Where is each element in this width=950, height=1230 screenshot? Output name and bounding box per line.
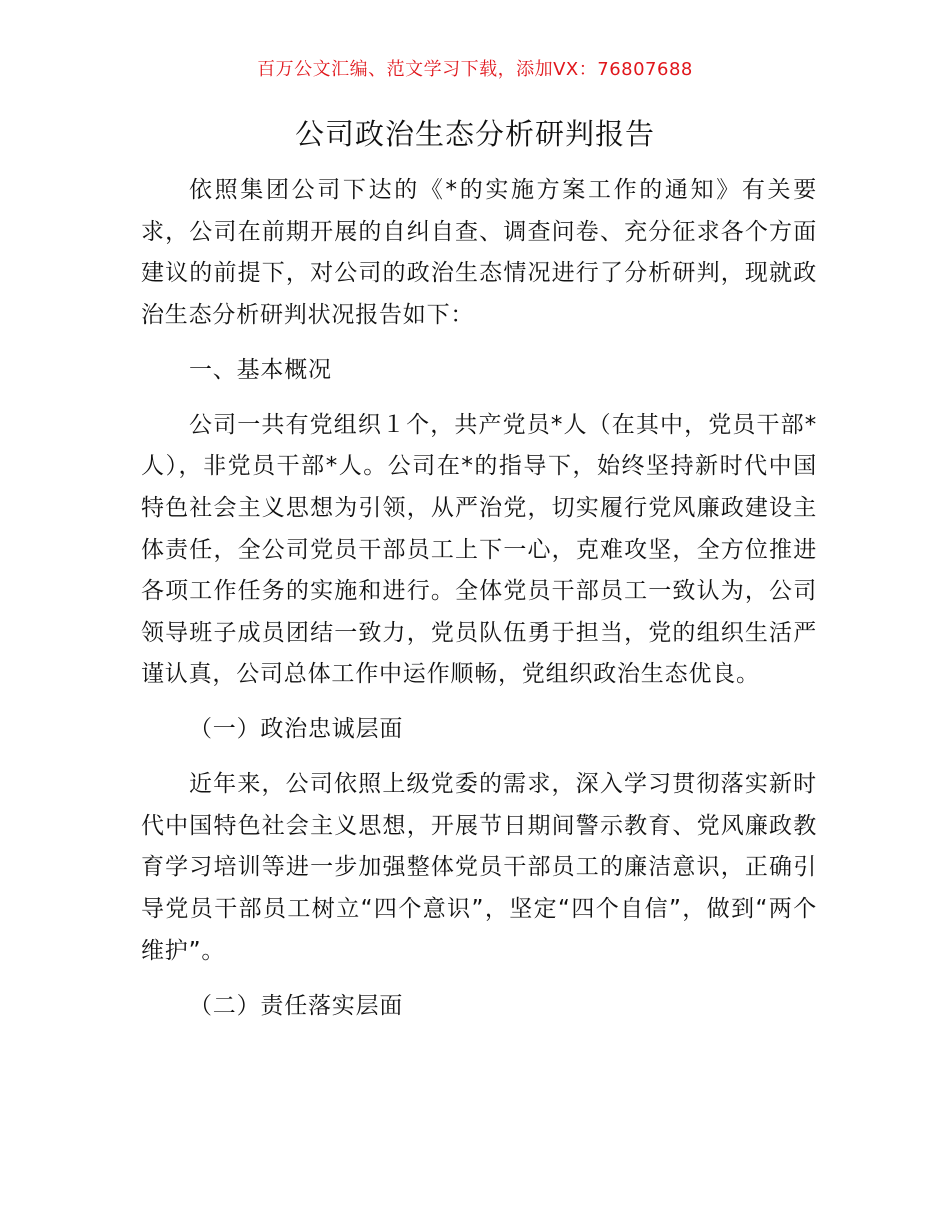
document-body: [141, 170, 817, 1041]
political-loyalty-paragraph: 近年来，公司依照上级党委的需求，深入学习贯彻落实新时代中国特色社会主义思想，开展节日期间警示教育、党风廉政教育学习培训等进一步加强整体党员干部员工的廉洁意识，正确引导党员干部员工树立“四个意识”，坚定“四个自信”，做到“两个维护”。: [141, 771, 817, 964]
subsection-heading-political-loyalty: （一）政治忠诚层面: [189, 716, 404, 743]
subsection-heading-responsibility: （二）责任落实层面: [189, 992, 404, 1019]
intro-paragraph: 依照集团公司下达的《*的实施方案工作的通知》有关要求，公司在前期开展的自纠自查、调查问卷、充分征求各个方面建议的前提下，对公司的政治生态情况进行了分析研判，现就政治生态分析研判状况报告如下：: [141, 177, 817, 328]
overview-paragraph: 公司一共有党组织１个，共产党员*人（在其中，党员干部*人），非党员干部*人。公司在*的指导下，始终坚持新时代中国特色社会主义思想为引领，从严治党，切实履行党风廉政建设主体责任，全公司党员干部员工上下一心，克难攻坚，全方位推进各项工作任务的实施和进行。全体党员干部员工一致认为，公司领导班子成员团结一致力，党员队伍勇于担当，党的组织生活严谨认真，公司总体工作中运作顺畅，党组织政治生态优良。: [141, 411, 817, 688]
section-heading-overview: 一、基本概况: [189, 356, 332, 383]
document-title: 公司政治生态分析研判报告: [294, 117, 655, 151]
header-note: 百万公文汇编、范文学习下载，添加VX：76807688: [257, 59, 693, 80]
